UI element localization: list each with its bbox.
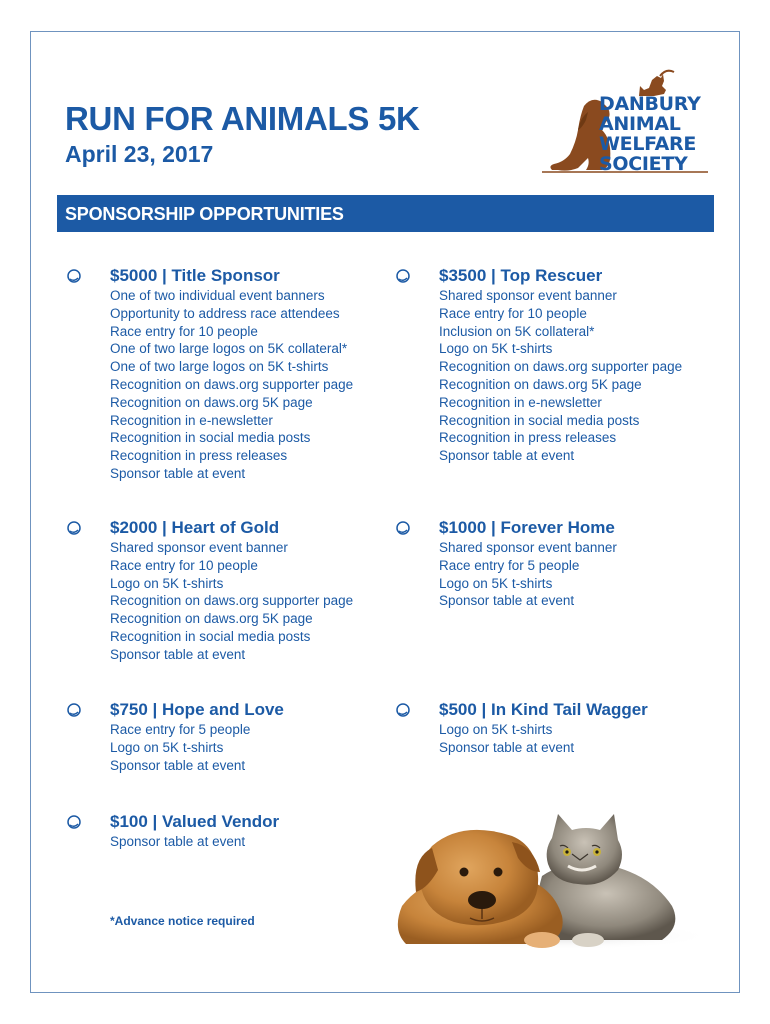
bullet-circle-icon	[66, 520, 82, 536]
benefit-list	[439, 721, 759, 757]
benefit-item: Race entry for 10 people	[110, 323, 258, 339]
benefit-item: Race entry for 10 people	[110, 557, 258, 573]
benefit-item: Logo on 5K t-shirts	[439, 722, 553, 737]
tier-heading: $500 | In Kind Tail Wagger	[439, 700, 648, 719]
benefit-item: Race entry for 5 people	[439, 557, 580, 573]
bullet-circle-icon	[395, 702, 411, 718]
benefit-item: Sponsor table at event	[110, 834, 246, 849]
tier-heart-of-gold	[110, 518, 430, 664]
benefit-item: Sponsor table at event	[110, 465, 246, 481]
tier-heading: $3500 | Top Rescuer	[439, 266, 603, 285]
benefit-item: Logo on 5K t-shirts	[439, 341, 553, 357]
tier-title-sponsor	[110, 266, 430, 483]
benefit-item: Recognition on daws.org 5K page	[439, 376, 642, 392]
benefit-item: Recognition in social media posts	[110, 430, 311, 446]
benefit-item: Recognition on daws.org supporter page	[110, 593, 354, 609]
benefit-item: Sponsor table at event	[439, 739, 575, 755]
benefit-list	[110, 287, 430, 483]
benefit-item: Sponsor table at event	[110, 646, 246, 662]
bullet-circle-icon	[66, 814, 82, 830]
section-heading: SPONSORSHIP OPPORTUNITIES	[65, 204, 344, 224]
benefit-item: Sponsor table at event	[439, 593, 575, 609]
benefit-list	[110, 539, 430, 664]
benefit-item: One of two large logos on 5K collateral*	[110, 341, 348, 357]
benefit-item: Recognition in e-newsletter	[110, 412, 273, 428]
tier-heading: $100 | Valued Vendor	[110, 812, 280, 831]
daws-logo	[536, 68, 708, 194]
logo-line: WELFARE	[599, 133, 697, 155]
benefit-item: Race entry for 5 people	[110, 722, 251, 737]
benefit-item: Recognition on daws.org 5K page	[110, 611, 313, 627]
benefit-item: Inclusion on 5K collateral*	[439, 323, 595, 339]
benefit-item: Recognition on daws.org supporter page	[439, 359, 683, 375]
benefit-item: Logo on 5K t-shirts	[439, 575, 553, 591]
benefit-item: Recognition in press releases	[110, 448, 288, 464]
benefit-item: Recognition in press releases	[439, 430, 617, 446]
benefit-item: Sponsor table at event	[110, 757, 246, 773]
logo-line: DANBURY	[599, 93, 701, 115]
benefit-list	[439, 539, 759, 610]
benefit-item: Logo on 5K t-shirts	[110, 575, 224, 591]
benefit-item: Logo on 5K t-shirts	[110, 739, 224, 755]
bullet-circle-icon	[395, 520, 411, 536]
tier-hope-and-love	[110, 700, 430, 774]
benefit-list	[439, 287, 759, 465]
benefit-item: Shared sponsor event banner	[439, 288, 617, 303]
dog-and-cat-photo	[392, 806, 702, 952]
bullet-circle-icon	[66, 702, 82, 718]
benefit-list	[110, 721, 430, 774]
benefit-item: Sponsor table at event	[439, 448, 575, 464]
benefit-item: One of two individual event banners	[110, 288, 325, 303]
benefit-item: Recognition in social media posts	[439, 412, 640, 428]
benefit-item: One of two large logos on 5K t-shirts	[110, 359, 329, 375]
tier-top-rescuer	[439, 266, 759, 465]
benefit-item: Shared sponsor event banner	[110, 540, 288, 555]
tier-heading: $750 | Hope and Love	[110, 700, 284, 719]
benefit-item: Opportunity to address race attendees	[110, 305, 340, 321]
logo-line: ANIMAL	[599, 113, 681, 135]
benefit-list	[110, 833, 430, 851]
benefit-item: Shared sponsor event banner	[439, 540, 617, 555]
bullet-circle-icon	[395, 268, 411, 284]
logo-wordmark	[599, 94, 709, 174]
tier-heading: $5000 | Title Sponsor	[110, 266, 280, 285]
benefit-item: Recognition in e-newsletter	[439, 394, 602, 410]
event-date: April 23, 2017	[65, 141, 214, 167]
tier-forever-home	[439, 518, 759, 610]
tier-valued-vendor	[110, 812, 430, 851]
benefit-item: Recognition on daws.org supporter page	[110, 376, 354, 392]
benefit-item: Race entry for 10 people	[439, 305, 587, 321]
section-banner	[57, 195, 714, 232]
benefit-item: Recognition on daws.org 5K page	[110, 394, 313, 410]
bullet-circle-icon	[66, 268, 82, 284]
tier-in-kind-tail-wagger	[439, 700, 759, 757]
footnote: *Advance notice required	[110, 914, 255, 928]
tier-heading: $2000 | Heart of Gold	[110, 518, 280, 537]
page-title: RUN FOR ANIMALS 5K	[65, 100, 420, 137]
benefit-item: Recognition in social media posts	[110, 628, 311, 644]
logo-line: SOCIETY	[599, 153, 688, 175]
tier-heading: $1000 | Forever Home	[439, 518, 615, 537]
